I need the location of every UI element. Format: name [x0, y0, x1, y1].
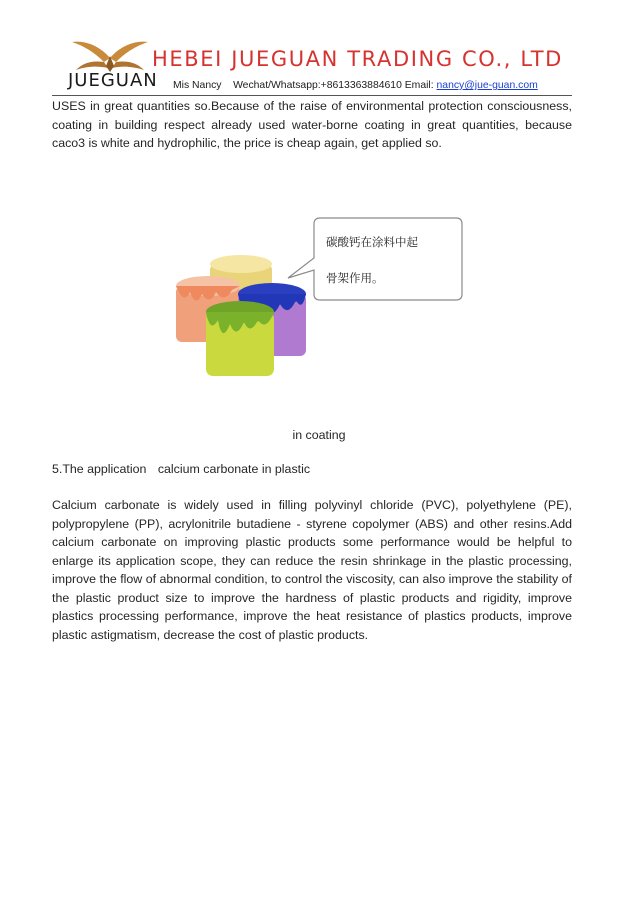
contact-name: Mis Nancy: [173, 80, 222, 91]
paragraph-plastic: Calcium carbonate is widely used in filling polyvinyl chloride (PVC), polyethylene (PE), polypropylene (PP), acrylonitrile butadiene - styrene copolymer (ABS) and other resins.Add calcium carbonate on improving plastic products some performance would be helpful to enlarge its application scope, they can reduce the resin shrinkage in the plastic processing, improve the flow of abnormal condition, to control the viscosity, can also improve the stability of the plastic product size to improve the hardness of plastic products and rigidity, improve plastics processing performance, improve the heat resistance of plastics products, improve plastic astigmatism, decrease the cost of plastic products.: [52, 498, 572, 642]
contact-email-label: Email:: [404, 80, 434, 91]
contact-line: [173, 80, 538, 91]
contact-email-link[interactable]: nancy@jue-guan.com: [436, 80, 538, 91]
bubble-line-2: 骨架作用。: [326, 271, 384, 285]
speech-bubble: [288, 218, 462, 300]
paint-buckets-illustration: [170, 212, 470, 382]
header-divider: [52, 95, 572, 96]
contact-wechat: Wechat/Whatsapp:+8613363884610: [233, 80, 402, 91]
section-heading-topic: calcium carbonate in plastic: [157, 462, 311, 476]
company-name: HEBEI JUEGUAN TRADING CO., LTD: [152, 47, 563, 71]
figure-caption: in coating: [292, 428, 346, 442]
bubble-line-1: 碳酸钙在涂料中起: [326, 235, 418, 249]
paragraph-coating: USES in great quantities so.Because of the raise of environmental protection consciousness, coating in building respect already used water-borne coating in great quantities, because caco3 is white and hydrophilic, the price is cheap again, get applied so.: [52, 99, 572, 150]
section-heading-number: 5.The application: [52, 462, 147, 476]
green-paint-bucket: [206, 301, 274, 376]
logo-text: JUEGUAN: [68, 70, 158, 91]
section-heading: [52, 462, 318, 476]
